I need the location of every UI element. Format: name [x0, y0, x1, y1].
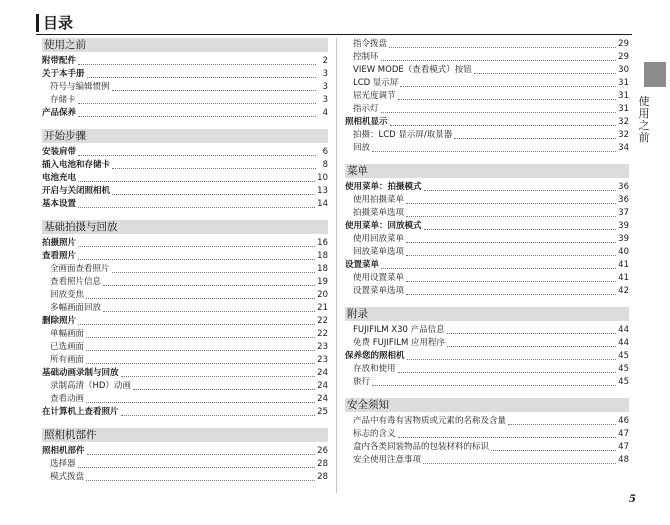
toc-dot-leader	[78, 116, 316, 117]
toc-entry-label: 保养您的照相机	[345, 351, 405, 361]
toc-entry-page: 22	[317, 329, 328, 339]
toc-entry-page: 25	[317, 407, 328, 417]
toc-entry[interactable]	[345, 350, 629, 363]
toc-entry[interactable]	[42, 341, 328, 354]
toc-dot-leader	[406, 294, 616, 295]
toc-entry[interactable]	[345, 259, 629, 272]
toc-dot-leader	[78, 181, 315, 182]
toc-right-sections	[345, 164, 629, 467]
toc-entry[interactable]	[42, 276, 328, 289]
toc-dot-leader	[86, 298, 315, 299]
toc-entry-page: 30	[618, 65, 629, 75]
toc-entry-label: 旅行	[353, 377, 371, 387]
toc-dot-leader	[78, 207, 315, 208]
toc-entry-page: 45	[618, 364, 629, 374]
toc-entry[interactable]	[42, 367, 328, 380]
toc-dot-leader	[103, 311, 315, 312]
toc-entry-page: 6	[322, 147, 328, 157]
toc-entry[interactable]	[42, 263, 328, 276]
toc-entry-page: 34	[618, 143, 629, 153]
toc-entry-label: 拍摄：LCD 显示屏/取景器	[353, 130, 453, 140]
toc-entry-label: 指令拨盘	[353, 39, 388, 49]
toc-dot-leader	[381, 60, 617, 61]
toc-entry-page: 36	[618, 195, 629, 205]
toc-entry-page: 8	[322, 160, 328, 170]
toc-section	[42, 428, 328, 484]
toc-entry[interactable]	[345, 233, 629, 246]
toc-entry-label: 符号与编辑惯例	[50, 82, 110, 92]
toc-entry[interactable]	[42, 250, 328, 263]
toc-entry-label: 照相机部件	[42, 446, 85, 456]
toc-entry-page: 14	[317, 199, 328, 209]
toc-entry-page: 18	[317, 264, 328, 274]
toc-entry[interactable]	[42, 159, 328, 172]
toc-dot-leader	[78, 246, 315, 247]
toc-entry[interactable]	[345, 181, 629, 194]
toc-entry[interactable]	[345, 38, 629, 51]
toc-entry-label: 已选画面	[50, 342, 85, 352]
toc-section-header[interactable]: 使用之前	[42, 38, 328, 52]
toc-entry[interactable]	[345, 363, 629, 376]
toc-entry-label: 关于本手册	[42, 69, 85, 79]
toc-dot-leader	[87, 454, 316, 455]
toc-dot-leader	[406, 255, 616, 256]
toc-dot-leader	[400, 86, 616, 87]
toc-dot-leader	[133, 389, 315, 390]
toc-dot-leader	[103, 285, 315, 286]
toc-dot-leader	[86, 402, 315, 403]
toc-entry-label: 回放	[353, 143, 371, 153]
toc-entry-page: 39	[618, 221, 629, 231]
toc-section	[42, 220, 328, 419]
toc-section-header[interactable]: 附录	[345, 307, 629, 321]
toc-entry-page: 22	[317, 316, 328, 326]
toc-section	[345, 398, 629, 467]
toc-dot-leader	[86, 337, 315, 338]
toc-entry[interactable]	[42, 328, 328, 341]
toc-entry-label: 开启与关闭照相机	[42, 186, 111, 196]
toc-entry[interactable]	[345, 90, 629, 103]
toc-entry-label: 查看照片信息	[50, 277, 102, 287]
toc-dot-leader	[86, 350, 315, 351]
toc-entry-page: 39	[618, 234, 629, 244]
toc-entry-page: 19	[317, 277, 328, 287]
toc-entry-label: 回放变焦	[50, 290, 85, 300]
toc-dot-leader	[381, 112, 617, 113]
toc-entry-page: 41	[618, 260, 629, 270]
toc-entry[interactable]	[42, 289, 328, 302]
toc-dot-leader	[121, 415, 316, 416]
toc-entry-label: 存放和使用	[353, 364, 396, 374]
toc-entry-page: 47	[618, 429, 629, 439]
toc-entry-label: 使用设置菜单	[353, 273, 405, 283]
toc-entry-label: 基础动画录制与回放	[42, 368, 119, 378]
toc-entry-page: 10	[317, 173, 328, 183]
toc-entry-label: 存储卡	[50, 95, 76, 105]
toc-dot-leader	[87, 77, 316, 78]
toc-entry[interactable]	[42, 94, 328, 107]
toc-dot-leader	[508, 424, 616, 425]
toc-entry-label: 拍摄照片	[42, 238, 77, 248]
toc-entry[interactable]	[345, 272, 629, 285]
toc-entry-page: 23	[317, 355, 328, 365]
toc-entry-label: 在计算机上查看照片	[42, 407, 119, 417]
toc-dot-leader	[406, 203, 616, 204]
toc-dot-leader	[112, 90, 316, 91]
toc-entry-label: 所有画面	[50, 355, 85, 365]
toc-left-column	[42, 38, 328, 493]
toc-dot-leader	[86, 363, 315, 364]
toc-entry[interactable]	[42, 393, 328, 406]
toc-entry[interactable]	[42, 55, 328, 68]
toc-entry-label: LCD 显示屏	[353, 78, 399, 88]
toc-entry[interactable]	[345, 454, 629, 467]
toc-dot-leader	[424, 190, 617, 191]
toc-entry-label: 使用拍摄菜单	[353, 195, 405, 205]
toc-entry-label: 单幅画面	[50, 329, 85, 339]
toc-entry[interactable]	[345, 129, 629, 142]
toc-section	[42, 38, 328, 120]
section-side-label: 使用之前	[638, 95, 650, 144]
toc-entry-page: 13	[317, 186, 328, 196]
toc-entry-page: 31	[618, 91, 629, 101]
toc-entry-label: 全画面查看照片	[50, 264, 110, 274]
toc-entry[interactable]	[42, 406, 328, 419]
toc-dot-leader	[372, 151, 616, 152]
toc-entry-page: 3	[322, 95, 328, 105]
toc-section	[42, 129, 328, 211]
toc-entry-label: 选择器	[50, 459, 76, 469]
toc-dot-leader	[406, 216, 616, 217]
toc-section-header[interactable]: 照相机部件	[42, 428, 328, 442]
toc-entry-label: 安装肩带	[42, 147, 77, 157]
toc-entry[interactable]	[42, 107, 328, 120]
toc-entry[interactable]	[42, 302, 328, 315]
toc-dot-leader	[78, 259, 315, 260]
toc-entry-page: 21	[317, 303, 328, 313]
toc-entry-label: 插入电池和存储卡	[42, 160, 111, 170]
toc-entry-page: 44	[618, 325, 629, 335]
toc-entry[interactable]	[42, 458, 328, 471]
toc-entry[interactable]	[345, 51, 629, 64]
toc-entry[interactable]	[345, 220, 629, 233]
toc-entry[interactable]	[42, 445, 328, 458]
toc-entry-label: VIEW MODE（查看模式）按钮	[353, 65, 472, 75]
toc-entry[interactable]	[42, 172, 328, 185]
toc-entry[interactable]	[345, 64, 629, 77]
toc-section	[345, 164, 629, 298]
toc-entry-page: 31	[618, 104, 629, 114]
toc-dot-leader	[407, 359, 617, 360]
toc-entry-label: 使用菜单：拍摄模式	[345, 182, 422, 192]
toc-entry-label: 多幅画面回放	[50, 303, 102, 313]
toc-entry-page: 20	[317, 290, 328, 300]
toc-dot-leader	[112, 194, 315, 195]
toc-entry-label: 免费 FUJIFILM 应用程序	[353, 338, 445, 348]
toc-entry-label: 标志的含义	[353, 429, 396, 439]
toc-entry-label: 安全使用注意事项	[353, 455, 422, 465]
toc-entry[interactable]	[42, 81, 328, 94]
toc-entry[interactable]	[42, 68, 328, 81]
toc-dot-leader	[78, 64, 316, 65]
toc-entry[interactable]	[42, 380, 328, 393]
toc-dot-leader	[78, 467, 316, 468]
toc-entry-label: 屈光度调节	[353, 91, 396, 101]
toc-entry-label: 查看动画	[50, 394, 85, 404]
toc-dot-leader	[454, 138, 616, 139]
toc-entry[interactable]	[345, 376, 629, 389]
toc-entry-label: 产品中有毒有害物质或元素的名称及含量	[353, 416, 507, 426]
toc-dot-leader	[112, 168, 316, 169]
toc-entry[interactable]	[345, 246, 629, 259]
toc-entry-page: 24	[317, 381, 328, 391]
toc-section-header[interactable]: 开始步骤	[42, 129, 328, 143]
toc-entry-label: 设置菜单	[345, 260, 380, 270]
toc-dot-leader	[398, 99, 617, 100]
toc-entry[interactable]	[345, 428, 629, 441]
toc-entry-page: 31	[618, 78, 629, 88]
toc-entry-page: 44	[618, 338, 629, 348]
toc-entry-label: 回放菜单选项	[353, 247, 405, 257]
toc-entry-page: 29	[618, 52, 629, 62]
toc-entry[interactable]	[345, 441, 629, 454]
toc-entry[interactable]	[42, 185, 328, 198]
toc-entry-page: 3	[322, 82, 328, 92]
toc-section-header[interactable]: 菜单	[345, 164, 629, 178]
toc-entry[interactable]	[42, 471, 328, 484]
toc-entry[interactable]	[42, 315, 328, 328]
toc-entry-label: 删除照片	[42, 316, 77, 326]
toc-entry[interactable]	[345, 77, 629, 90]
toc-entry-page: 23	[317, 342, 328, 352]
toc-entry-label: 使用菜单：回放模式	[345, 221, 422, 231]
column-divider	[336, 38, 337, 493]
toc-entry-page: 36	[618, 182, 629, 192]
toc-dot-leader	[389, 47, 616, 48]
toc-entry-page: 46	[618, 416, 629, 426]
toc-entry-page: 28	[317, 459, 328, 469]
toc-entry-page: 32	[618, 130, 629, 140]
toc-entry-label: 电池充电	[42, 173, 77, 183]
toc-dot-leader	[491, 450, 616, 451]
toc-entry[interactable]	[345, 415, 629, 428]
toc-entry[interactable]	[345, 103, 629, 116]
toc-section	[345, 307, 629, 389]
section-tab-marker	[644, 62, 666, 87]
toc-entry-page: 24	[317, 368, 328, 378]
toc-section-header[interactable]: 基础拍摄与回放	[42, 220, 328, 234]
title-rule	[36, 34, 632, 35]
toc-right-column	[345, 38, 629, 476]
toc-entry[interactable]	[345, 194, 629, 207]
toc-dot-leader	[78, 324, 315, 325]
toc-entry-page: 26	[317, 446, 328, 456]
toc-entry-label: FUJIFILM X30 产品信息	[353, 325, 445, 335]
toc-entry-page: 32	[618, 117, 629, 127]
toc-entry[interactable]	[42, 354, 328, 367]
toc-dot-leader	[424, 229, 617, 230]
toc-entry-page: 45	[618, 351, 629, 361]
toc-entry-page: 40	[618, 247, 629, 257]
toc-entry-label: 盒内各类同装物品的包装材料的标识	[353, 442, 490, 452]
toc-dot-leader	[390, 125, 617, 126]
page-title: 目录	[36, 14, 73, 32]
toc-dot-leader	[447, 333, 617, 334]
toc-entry[interactable]	[42, 146, 328, 159]
toc-dot-leader	[112, 272, 316, 273]
toc-entry[interactable]	[42, 198, 328, 211]
toc-entry[interactable]	[345, 207, 629, 220]
toc-entry-page: 16	[317, 238, 328, 248]
toc-dot-leader	[398, 372, 617, 373]
toc-dot-leader	[406, 242, 616, 243]
toc-dot-leader	[406, 281, 616, 282]
toc-dot-leader	[86, 480, 315, 481]
toc-entry-label: 查看照片	[42, 251, 77, 261]
toc-entry[interactable]	[345, 285, 629, 298]
toc-dot-leader	[381, 268, 616, 269]
toc-dot-leader	[372, 385, 616, 386]
toc-entry-page: 48	[618, 455, 629, 465]
toc-entry-page: 3	[322, 69, 328, 79]
toc-dot-leader	[423, 463, 616, 464]
toc-entry-label: 录制高清（HD）动画	[50, 381, 131, 391]
toc-entry-page: 41	[618, 273, 629, 283]
toc-entry-page: 18	[317, 251, 328, 261]
toc-entry-page: 45	[618, 377, 629, 387]
toc-entry-label: 设置菜单选项	[353, 286, 405, 296]
toc-entry-page: 4	[322, 108, 328, 118]
toc-entry-page: 28	[317, 472, 328, 482]
toc-entry-label: 基本设置	[42, 199, 77, 209]
toc-entry-page: 2	[322, 56, 328, 66]
toc-entry-label: 指示灯	[353, 104, 379, 114]
toc-entry-label: 拍摄菜单选项	[353, 208, 405, 218]
toc-entry-label: 控制环	[353, 52, 379, 62]
toc-dot-leader	[447, 346, 616, 347]
toc-entry[interactable]	[345, 116, 629, 129]
toc-entry-label: 附带配件	[42, 56, 77, 66]
toc-entry-page: 24	[317, 394, 328, 404]
toc-entry-page: 29	[618, 39, 629, 49]
toc-entry-label: 产品保养	[42, 108, 77, 118]
toc-dot-leader	[78, 155, 316, 156]
toc-entry-page: 37	[618, 208, 629, 218]
toc-entry-label: 模式拨盘	[50, 472, 85, 482]
toc-dot-leader	[78, 103, 316, 104]
page-number: 5	[629, 494, 636, 505]
toc-section-header[interactable]: 安全须知	[345, 398, 629, 412]
toc-entry-label: 照相机显示	[345, 117, 388, 127]
toc-entry[interactable]	[345, 142, 629, 155]
toc-entry[interactable]	[345, 324, 629, 337]
toc-entry-label: 使用回放菜单	[353, 234, 405, 244]
toc-dot-leader	[474, 73, 616, 74]
toc-entry-page: 47	[618, 442, 629, 452]
toc-dot-leader	[121, 376, 316, 377]
toc-entry-page: 42	[618, 286, 629, 296]
toc-dot-leader	[398, 437, 617, 438]
toc-entry[interactable]	[42, 237, 328, 250]
toc-continuation	[345, 38, 629, 155]
toc-entry[interactable]	[345, 337, 629, 350]
